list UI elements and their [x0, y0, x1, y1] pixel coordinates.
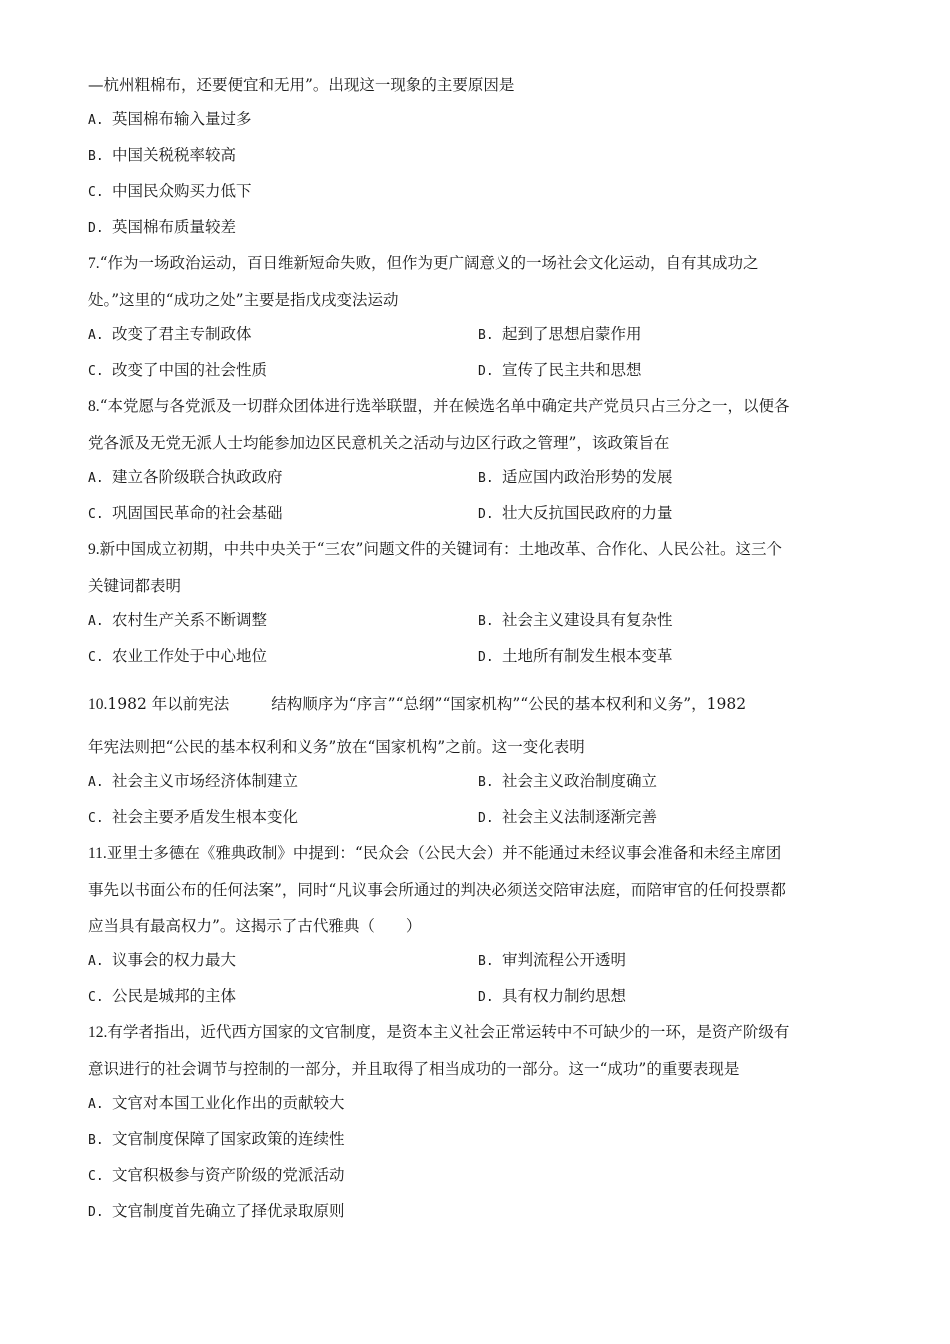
- option-letter: A.: [88, 614, 104, 629]
- q11-stem-line1: [88, 842, 868, 865]
- option-text: 具有权力制约思想: [502, 987, 627, 1005]
- option-letter: D.: [478, 507, 494, 522]
- q12-option-c: [88, 1164, 868, 1188]
- option-letter: A.: [88, 1097, 104, 1112]
- q12-stem-line2: 意识进行的社会调节与控制的一部分，并且取得了相当成功的一部分。这一“成功”的重要表现是: [88, 1060, 740, 1078]
- stem-text-part1: 1982 年以前宪法: [107, 695, 230, 713]
- option-text: 中国民众购买力低下: [112, 182, 252, 200]
- option-letter: B.: [88, 149, 104, 164]
- option-letter: B.: [478, 954, 494, 969]
- q7-option-d: [478, 359, 868, 383]
- q9-options-row-1: [88, 609, 868, 633]
- q10-option-c: [88, 806, 478, 830]
- q6-option-c: [88, 180, 868, 204]
- option-text: 改变了君主专制政体: [112, 325, 252, 343]
- q7-options-row-2: [88, 359, 868, 383]
- option-letter: A.: [88, 775, 104, 790]
- q6-option-d: [88, 216, 868, 240]
- q9-stem-line1: [88, 538, 868, 561]
- option-letter: A.: [88, 328, 104, 343]
- option-text: 壮大反抗国民政府的力量: [502, 504, 673, 522]
- option-letter: B.: [478, 328, 494, 343]
- option-text: 文官制度保障了国家政策的连续性: [112, 1130, 345, 1148]
- q9-options-row-2: [88, 645, 868, 669]
- option-letter: A.: [88, 954, 104, 969]
- q12-option-d: [88, 1200, 868, 1224]
- q6-stem: —杭州粗棉布，还要便宜和无用”。出现这一现象的主要原因是: [88, 76, 515, 94]
- q9-option-d: [478, 645, 868, 669]
- q8-option-d: [478, 502, 868, 526]
- option-letter: D.: [478, 364, 494, 379]
- stem-text: “作为一场政治运动，百日维新短命失败，但作为更广阔意义的一场社会文化运动，自有其成功之: [99, 254, 759, 272]
- q8-option-b: [478, 466, 868, 490]
- option-letter: A.: [88, 471, 104, 486]
- q6-option-a: [88, 108, 868, 132]
- option-letter: D.: [88, 221, 104, 236]
- q9-option-a: [88, 609, 478, 633]
- option-letter: D.: [478, 811, 494, 826]
- q11-option-d: [478, 985, 868, 1009]
- q12-option-b: [88, 1128, 868, 1152]
- option-letter: B.: [478, 775, 494, 790]
- option-letter: C.: [88, 811, 104, 826]
- option-text: 社会主义市场经济体制建立: [112, 772, 299, 790]
- option-text: 社会主义法制逐渐完善: [502, 808, 658, 826]
- option-text: 社会主义政治制度确立: [502, 772, 658, 790]
- option-letter: B.: [88, 1133, 104, 1148]
- option-text: 英国棉布质量较差: [112, 218, 237, 236]
- option-text: 巩固国民革命的社会基础: [112, 504, 283, 522]
- q11-option-b: [478, 949, 868, 973]
- option-text: 英国棉布输入量过多: [112, 110, 252, 128]
- option-text: 社会主要矛盾发生根本变化: [112, 808, 299, 826]
- q10-stem-line1: [88, 693, 868, 716]
- option-text: 社会主义建设具有复杂性: [502, 611, 673, 629]
- q7-option-b: [478, 323, 868, 347]
- option-letter: C.: [88, 364, 104, 379]
- q8-option-a: [88, 466, 478, 490]
- q7-option-a: [88, 323, 478, 347]
- stem-text: 新中国成立初期，中共中央关于“三农”问题文件的关键词有：土地改革、合作化、人民公社。这三个: [99, 540, 782, 558]
- question-number: 12.: [88, 1024, 108, 1041]
- option-letter: C.: [88, 185, 104, 200]
- option-text: 建立各阶级联合执政政府: [112, 468, 283, 486]
- question-number: 7.: [88, 255, 100, 272]
- q10-options-row-2: [88, 806, 868, 830]
- q8-options-row-2: [88, 502, 868, 526]
- q12-option-a: [88, 1092, 868, 1116]
- option-text: 农业工作处于中心地位: [112, 647, 268, 665]
- option-letter: D.: [478, 990, 494, 1005]
- stem-text: “本党愿与各党派及一切群众团体进行选举联盟，并在候选名单中确定共产党员只占三分之一，以便各: [99, 397, 790, 415]
- q11-option-a: [88, 949, 478, 973]
- stem-text: 亚里士多德在《雅典政制》中提到：“民众会（公民大会）并不能通过未经议事会准备和未经主席团: [106, 844, 782, 862]
- option-letter: C.: [88, 507, 104, 522]
- option-letter: D.: [478, 650, 494, 665]
- q11-option-c: [88, 985, 478, 1009]
- question-number: 9.: [88, 541, 100, 558]
- option-letter: C.: [88, 650, 104, 665]
- exam-page: [88, 74, 868, 1224]
- option-text: 农村生产关系不断调整: [112, 611, 268, 629]
- q7-options-row-1: [88, 323, 868, 347]
- q10-stem-line2: 年宪法则把“公民的基本权利和义务”放在“国家机构”之前。这一变化表明: [88, 738, 585, 756]
- option-text: 审判流程公开透明: [502, 951, 627, 969]
- option-text: 适应国内政治形势的发展: [502, 468, 673, 486]
- q6-option-b: [88, 144, 868, 168]
- q9-option-b: [478, 609, 868, 633]
- q11-options-row-1: [88, 949, 868, 973]
- question-number: 11.: [88, 845, 107, 862]
- q10-options-row-1: [88, 770, 868, 794]
- q9-option-c: [88, 645, 478, 669]
- option-letter: D.: [88, 1205, 104, 1220]
- q7-option-c: [88, 359, 478, 383]
- q11-options-row-2: [88, 985, 868, 1009]
- option-text: 文官对本国工业化作出的贡献较大: [112, 1094, 345, 1112]
- q11-stem-line2: 事先以书面公布的任何法案”，同时“凡议事会所通过的判决必须送交陪审法庭，而陪审官的任何投票都: [88, 881, 786, 899]
- stem-text-part2: 结构顺序为“序言”“总纲”“国家机构”“公民的基本权利和义务”，1982: [271, 695, 747, 713]
- q8-option-c: [88, 502, 478, 526]
- option-text: 土地所有制发生根本变革: [502, 647, 673, 665]
- option-text: 改变了中国的社会性质: [112, 361, 268, 379]
- q10-option-b: [478, 770, 868, 794]
- q10-option-d: [478, 806, 868, 830]
- option-text: 起到了思想启蒙作用: [502, 325, 642, 343]
- q9-stem-line2: 关键词都表明: [88, 577, 182, 595]
- option-letter: B.: [478, 471, 494, 486]
- q12-stem-line1: [88, 1021, 868, 1044]
- q11-stem-line3: 应当具有最高权力”。这揭示了古代雅典（ ）: [88, 917, 422, 935]
- q8-stem-line1: [88, 395, 868, 418]
- question-number: 8.: [88, 398, 100, 415]
- option-text: 文官制度首先确立了择优录取原则: [112, 1202, 345, 1220]
- question-number: 10.: [88, 696, 108, 713]
- option-letter: C.: [88, 990, 104, 1005]
- q7-stem-line1: [88, 252, 868, 275]
- option-letter: B.: [478, 614, 494, 629]
- option-text: 文官积极参与资产阶级的党派活动: [112, 1166, 345, 1184]
- option-text: 宣传了民主共和思想: [502, 361, 642, 379]
- q10-option-a: [88, 770, 478, 794]
- q8-options-row-1: [88, 466, 868, 490]
- option-letter: C.: [88, 1169, 104, 1184]
- q7-stem-line2: 处。”这里的“成功之处”主要是指戊戌变法运动: [88, 291, 399, 309]
- option-text: 议事会的权力最大: [112, 951, 237, 969]
- option-text: 公民是城邦的主体: [112, 987, 237, 1005]
- stem-text: 有学者指出，近代西方国家的文官制度，是资本主义社会正常运转中不可缺少的一环，是资产阶级有: [107, 1023, 790, 1041]
- q8-stem-line2: 党各派及无党无派人士均能参加边区民意机关之活动与边区行政之管理”，该政策旨在: [88, 434, 670, 452]
- option-text: 中国关税税率较高: [112, 146, 237, 164]
- option-letter: A.: [88, 113, 104, 128]
